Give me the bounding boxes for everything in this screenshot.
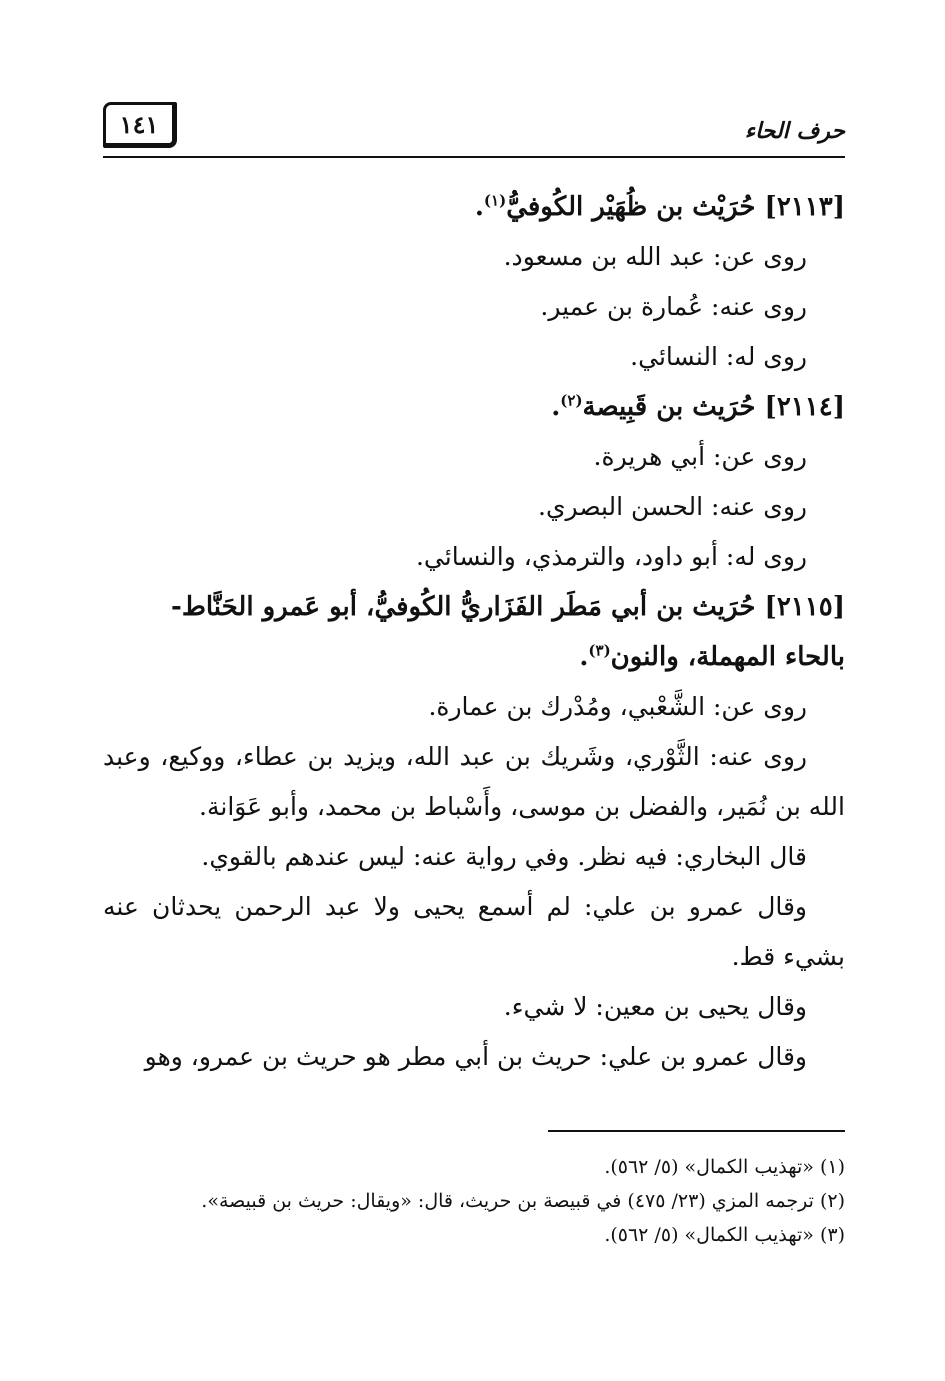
footnote-ref[interactable]: (٢)	[560, 391, 583, 410]
narrated-by: روى عنه: عُمارة بن عمير.	[540, 292, 807, 321]
narrated-for: روى له: أبو داود، والترمذي، والنسائي.	[415, 542, 807, 571]
narrated-from: روى عن: الشَّعْبي، ومُدْرك بن عمارة.	[428, 692, 807, 721]
page-number: ١٤١	[103, 102, 177, 148]
header-rule	[103, 156, 845, 158]
entry-heading-2115: [٢١١٥] حُرَيث بن أبي مَطَر الفَزَاريُّ الكُوفيُّ، أبو عَمرو الحَنَّاط- بالحاء المهملة، والنون$^{(٣)}$.	[171, 592, 845, 672]
yahya-statement: وقال يحيى بن معين: لا شيء.	[503, 992, 807, 1021]
footnote-separator	[548, 1130, 845, 1132]
entry-heading-2113: [٢١١٣] حُرَيْث بن ظُهَيْر الكُوفيُّ$^{(١)}$.	[474, 191, 845, 222]
footnote-1: (١) «تهذيب الكمال» (٥/ ٥٦٢).	[604, 1156, 845, 1178]
narrated-by: روى عنه: الحسن البصري.	[538, 492, 807, 521]
narrated-for: روى له: النسائي.	[630, 342, 807, 371]
page-header	[103, 100, 845, 158]
amr-statement-2: وقال عمرو بن علي: حريث بن أبي مطر هو حريث بن عمرو، وهو	[144, 1042, 807, 1071]
narrated-by: روى عنه: الثَّوْري، وشَريك بن عبد الله، ويزيد بن عطاء، ووكيع، وعبد الله بن نُمَير، والفضل بن موسى، وأَسْباط بن محمد، وأبو عَوَانة.	[103, 742, 845, 821]
footnote-3: (٣) «تهذيب الكمال» (٥/ ٥٦٢).	[604, 1224, 845, 1246]
footnote-ref[interactable]: (١)	[483, 191, 507, 210]
entry-heading-2114: [٢١١٤] حُرَيث بن قَبِيصة$^{(٢)}$.	[551, 391, 845, 422]
narrated-from: روى عن: أبي هريرة.	[593, 442, 807, 471]
narrated-from: روى عن: عبد الله بن مسعود.	[503, 242, 807, 271]
chapter-title: حرف الحاء	[744, 118, 845, 144]
bukhari-statement: قال البخاري: فيه نظر. وفي رواية عنه: ليس عندهم بالقوي.	[201, 842, 807, 871]
footnote-ref[interactable]: (٣)	[588, 641, 611, 660]
footnote-2: (٢) ترجمه المزي (٢٣/ ٤٧٥) في قبيصة بن حريث، قال: «ويقال: حريث بن قبيصة».	[201, 1190, 845, 1212]
main-text	[103, 182, 845, 1082]
footnotes	[103, 1150, 845, 1252]
amr-statement-1: وقال عمرو بن علي: لم أسمع يحيى ولا عبد الرحمن يحدثان عنه بشيء قط.	[103, 892, 845, 971]
